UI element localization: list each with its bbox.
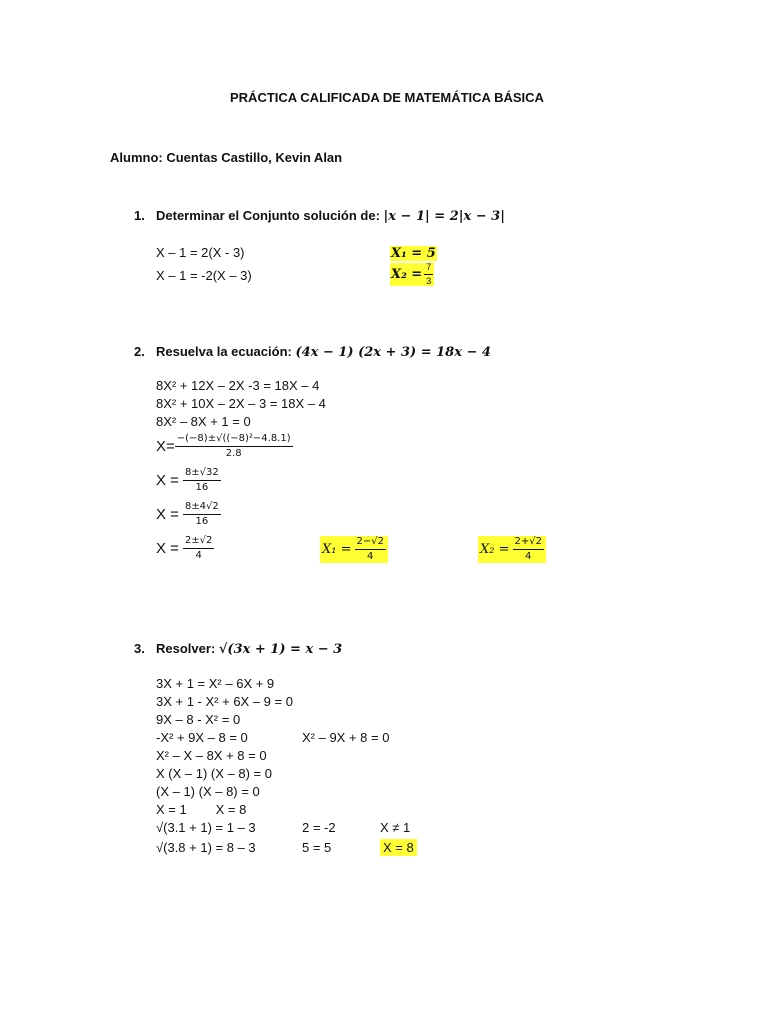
p3-line-6: X (X – 1) (X – 8) = 0 — [156, 766, 272, 781]
p1-x1-highlight: X₁ = 5 — [391, 246, 436, 261]
p2-x1-fraction — [355, 537, 386, 562]
p1-answer-x2 — [390, 263, 434, 286]
student-name: Alumno: Cuentas Castillo, Kevin Alan — [110, 150, 343, 165]
p2-step-3 — [156, 536, 214, 561]
p2-line-2: 8X² + 10X – 2X – 3 = 18X – 4 — [156, 396, 326, 411]
p1-line-1: X – 1 = 2(X - 3) — [156, 245, 245, 260]
p2-step-2 — [156, 502, 221, 527]
p2-x1-highlight — [320, 536, 388, 563]
p2-s1-fraction — [183, 468, 221, 493]
p2-s3-fraction — [183, 536, 214, 561]
p3-line-4: -X² + 9X – 8 = 0 — [156, 730, 248, 745]
p3-heading — [156, 641, 342, 657]
p3-line-8: X = 1 X = 8 — [156, 802, 247, 817]
p2-line-1: 8X² + 12X – 2X -3 = 18X – 4 — [156, 378, 320, 393]
page-title: PRÁCTICA CALIFICADA DE MATEMÁTICA BÁSICA — [230, 90, 544, 105]
p2-s2-num: 8±4√2 — [183, 502, 221, 515]
p2-s1-lhs: X = — [156, 472, 179, 489]
p1-x2-lhs: X₂ = — [391, 267, 423, 282]
p3-line-7: (X – 1) (X – 8) = 0 — [156, 784, 260, 799]
p2-x1-num: 2−√2 — [355, 537, 386, 550]
p2-x2-den: 4 — [525, 551, 532, 562]
p3-equation: √(3x + 1) = x − 3 — [218, 642, 343, 657]
p2-s1-num: 8±√32 — [183, 468, 221, 481]
p3-line-2: 3X + 1 - X² + 6X – 9 = 0 — [156, 694, 293, 709]
p1-x2-fraction — [424, 263, 433, 286]
p1-x2-den: 3 — [426, 276, 432, 286]
p2-s2-den: 16 — [195, 516, 209, 527]
p2-x2-num: 2+√2 — [513, 537, 544, 550]
p3-line-1: 3X + 1 = X² – 6X + 9 — [156, 676, 275, 691]
p2-s3-lhs: X = — [156, 540, 179, 557]
p2-s2-fraction — [183, 502, 221, 527]
p3-label: Resolver: — [156, 641, 216, 656]
p2-heading — [156, 344, 491, 360]
p2-equation: (4x − 1) (2x + 3) = 18x − 4 — [295, 345, 491, 360]
p2-label: Resuelva la ecuación: — [156, 344, 292, 359]
p3-number: 3. — [134, 641, 145, 656]
p2-q-lhs: X= — [156, 438, 175, 455]
p2-q-den: 2.8 — [225, 448, 242, 459]
p2-s1-den: 16 — [195, 482, 209, 493]
p2-x1-lhs: X₁ = — [322, 542, 352, 557]
p1-heading — [156, 208, 505, 224]
p2-x2-lhs: X₂ = — [480, 542, 510, 557]
p3-line-5: X² – X – 8X + 8 = 0 — [156, 748, 267, 763]
p2-s2-lhs: X = — [156, 506, 179, 523]
p2-answer-x1 — [320, 536, 388, 563]
p1-x2-num: 7 — [424, 263, 433, 275]
p1-x2-highlight — [390, 263, 434, 286]
p3-x8-highlight: X = 8 — [380, 839, 417, 856]
p3-check-1-result: 2 = -2 — [302, 820, 336, 835]
p3-check-1-verdict: X ≠ 1 — [380, 820, 411, 835]
p2-x2-fraction — [513, 537, 544, 562]
p1-line-2: X – 1 = -2(X – 3) — [156, 268, 252, 283]
p2-x2-highlight — [478, 536, 546, 563]
p1-answer-x1 — [390, 245, 437, 261]
p2-number: 2. — [134, 344, 145, 359]
p2-line-3: 8X² – 8X + 1 = 0 — [156, 414, 251, 429]
p2-q-num: −(−8)±√((−8)²−4.8.1) — [175, 434, 293, 447]
p2-x1-den: 4 — [367, 551, 374, 562]
p2-q-fraction — [175, 434, 293, 459]
p3-check-2-result: 5 = 5 — [302, 840, 332, 855]
p2-step-1 — [156, 468, 221, 493]
p1-number: 1. — [134, 208, 145, 223]
p2-quadratic-formula — [156, 434, 293, 459]
p2-s3-den: 4 — [195, 550, 202, 561]
p3-line-3: 9X – 8 - X² = 0 — [156, 712, 241, 727]
p3-side-equation: X² – 9X + 8 = 0 — [302, 730, 390, 745]
p3-check-2: √(3.8 + 1) = 8 – 3 — [156, 840, 256, 855]
p3-check-2-verdict — [380, 840, 417, 855]
p2-s3-num: 2±√2 — [183, 536, 214, 549]
p3-check-1: √(3.1 + 1) = 1 – 3 — [156, 820, 256, 835]
p2-answer-x2 — [478, 536, 546, 563]
p1-equation: |x − 1| = 2|x − 3| — [383, 209, 505, 224]
p1-label: Determinar el Conjunto solución de: — [156, 208, 380, 223]
